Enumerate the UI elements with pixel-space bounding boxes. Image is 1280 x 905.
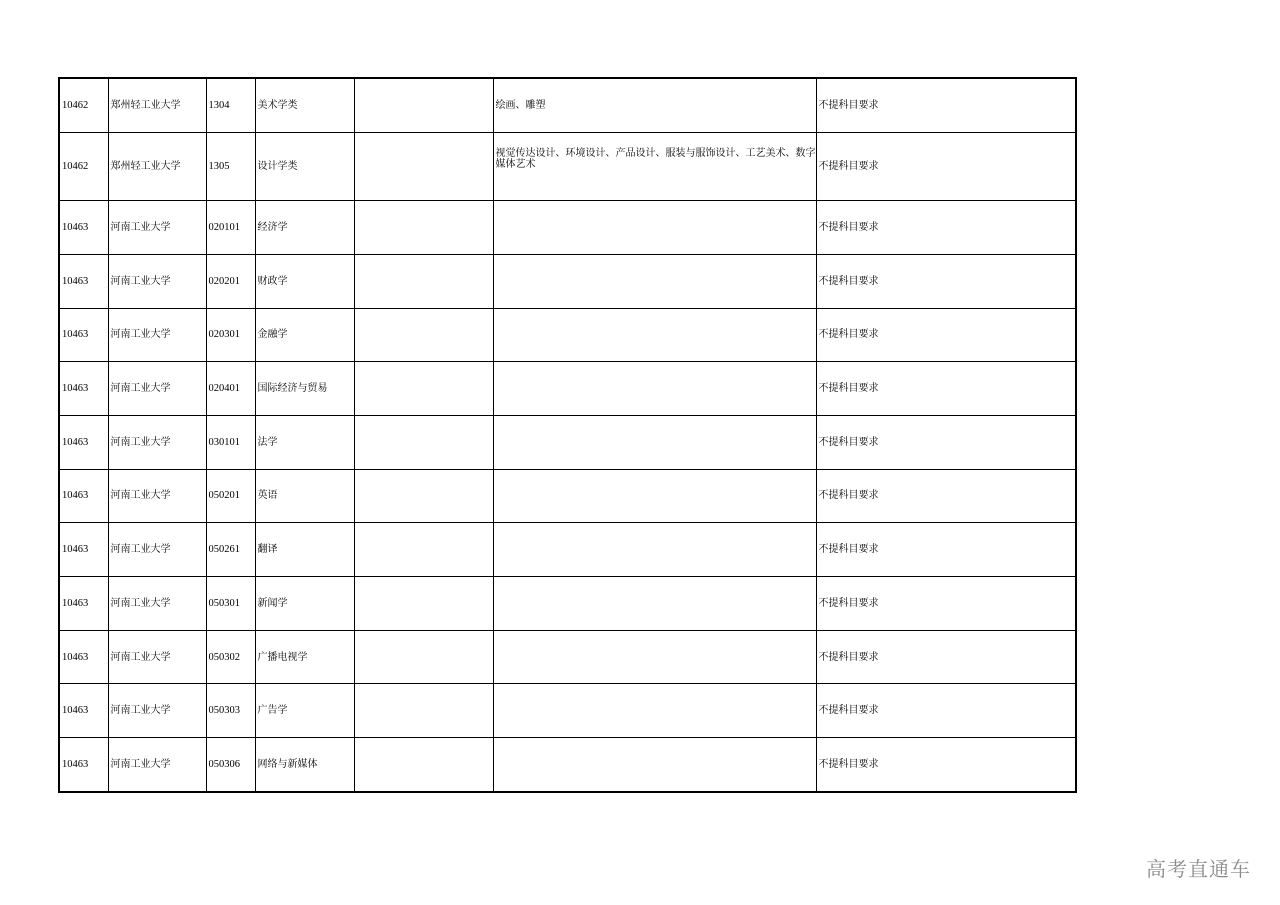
- note-cell: [354, 308, 493, 362]
- major-code-cell: 050303: [206, 684, 255, 738]
- school-name-cell: 河南工业大学: [108, 738, 206, 792]
- subject-requirement-cell: 不提科目要求: [816, 738, 1076, 792]
- major-code-cell: 020101: [206, 201, 255, 255]
- note-cell: [354, 523, 493, 577]
- note-cell: [354, 738, 493, 792]
- major-code-cell: 030101: [206, 415, 255, 469]
- subject-requirement-cell: 不提科目要求: [816, 684, 1076, 738]
- note-cell: [354, 684, 493, 738]
- note-cell: [354, 577, 493, 631]
- table-row: [59, 577, 1076, 631]
- major-name-cell: 广播电视学: [255, 630, 354, 684]
- major-code-cell: 050302: [206, 630, 255, 684]
- included-majors-cell: [493, 630, 816, 684]
- subject-requirement-cell: 不提科目要求: [816, 201, 1076, 255]
- table-row: [59, 630, 1076, 684]
- school-code-cell: 10463: [59, 415, 108, 469]
- subject-requirement-cell: 不提科目要求: [816, 523, 1076, 577]
- subject-requirement-cell: 不提科目要求: [816, 78, 1076, 132]
- table-row: [59, 738, 1076, 792]
- subject-requirement-cell: 不提科目要求: [816, 630, 1076, 684]
- school-code-cell: 10462: [59, 132, 108, 201]
- note-cell: [354, 254, 493, 308]
- major-code-cell: 050306: [206, 738, 255, 792]
- table-row: [59, 415, 1076, 469]
- school-code-cell: 10463: [59, 201, 108, 255]
- included-majors-cell: [493, 523, 816, 577]
- school-code-cell: 10463: [59, 738, 108, 792]
- major-name-cell: 财政学: [255, 254, 354, 308]
- school-name-cell: 河南工业大学: [108, 523, 206, 577]
- included-majors-cell: [493, 577, 816, 631]
- major-name-cell: 设计学类: [255, 132, 354, 201]
- school-name-cell: 郑州轻工业大学: [108, 132, 206, 201]
- included-majors-cell: 绘画、雕塑: [493, 78, 816, 132]
- school-name-cell: 河南工业大学: [108, 362, 206, 416]
- school-name-cell: 河南工业大学: [108, 577, 206, 631]
- requirements-table: [58, 77, 1077, 793]
- major-name-cell: 英语: [255, 469, 354, 523]
- included-majors-cell: [493, 738, 816, 792]
- included-majors-cell: [493, 684, 816, 738]
- watermark: 高考直通车: [1146, 857, 1251, 881]
- major-code-cell: 020401: [206, 362, 255, 416]
- major-code-cell: 1305: [206, 132, 255, 201]
- school-code-cell: 10462: [59, 78, 108, 132]
- note-cell: [354, 201, 493, 255]
- school-name-cell: 河南工业大学: [108, 308, 206, 362]
- major-code-cell: 050201: [206, 469, 255, 523]
- major-name-cell: 广告学: [255, 684, 354, 738]
- included-majors-cell: [493, 254, 816, 308]
- note-cell: [354, 78, 493, 132]
- note-cell: [354, 630, 493, 684]
- major-name-cell: 新闻学: [255, 577, 354, 631]
- school-name-cell: 河南工业大学: [108, 684, 206, 738]
- table-row: [59, 78, 1076, 132]
- table-row: [59, 308, 1076, 362]
- school-code-cell: 10463: [59, 523, 108, 577]
- table-row: [59, 523, 1076, 577]
- school-code-cell: 10463: [59, 684, 108, 738]
- school-code-cell: 10463: [59, 469, 108, 523]
- included-majors-cell: [493, 469, 816, 523]
- table-row: [59, 362, 1076, 416]
- school-name-cell: 河南工业大学: [108, 254, 206, 308]
- note-cell: [354, 132, 493, 201]
- major-name-cell: 网络与新媒体: [255, 738, 354, 792]
- major-name-cell: 翻译: [255, 523, 354, 577]
- school-code-cell: 10463: [59, 630, 108, 684]
- subject-requirement-cell: 不提科目要求: [816, 415, 1076, 469]
- major-code-cell: 050301: [206, 577, 255, 631]
- included-majors-cell: [493, 308, 816, 362]
- school-name-cell: 郑州轻工业大学: [108, 78, 206, 132]
- table-row: [59, 254, 1076, 308]
- table-row: [59, 132, 1076, 201]
- subject-requirement-cell: 不提科目要求: [816, 132, 1076, 201]
- major-name-cell: 美术学类: [255, 78, 354, 132]
- school-name-cell: 河南工业大学: [108, 469, 206, 523]
- included-majors-cell: 视觉传达设计、环境设计、产品设计、服装与服饰设计、工艺美术、数字媒体艺术: [493, 132, 816, 201]
- school-name-cell: 河南工业大学: [108, 201, 206, 255]
- note-cell: [354, 469, 493, 523]
- major-name-cell: 国际经济与贸易: [255, 362, 354, 416]
- major-code-cell: 1304: [206, 78, 255, 132]
- subject-requirement-cell: 不提科目要求: [816, 577, 1076, 631]
- school-name-cell: 河南工业大学: [108, 415, 206, 469]
- included-majors-cell: [493, 362, 816, 416]
- subject-requirement-cell: 不提科目要求: [816, 469, 1076, 523]
- included-majors-cell: [493, 415, 816, 469]
- major-name-cell: 经济学: [255, 201, 354, 255]
- included-majors-cell: [493, 201, 816, 255]
- table-row: [59, 201, 1076, 255]
- table-row: [59, 469, 1076, 523]
- major-name-cell: 法学: [255, 415, 354, 469]
- school-code-cell: 10463: [59, 308, 108, 362]
- school-code-cell: 10463: [59, 254, 108, 308]
- school-code-cell: 10463: [59, 362, 108, 416]
- table-body: [59, 78, 1076, 792]
- major-code-cell: 020201: [206, 254, 255, 308]
- school-code-cell: 10463: [59, 577, 108, 631]
- table-row: [59, 684, 1076, 738]
- subject-requirement-cell: 不提科目要求: [816, 308, 1076, 362]
- major-code-cell: 020301: [206, 308, 255, 362]
- subject-requirement-cell: 不提科目要求: [816, 254, 1076, 308]
- major-code-cell: 050261: [206, 523, 255, 577]
- school-name-cell: 河南工业大学: [108, 630, 206, 684]
- subject-requirement-cell: 不提科目要求: [816, 362, 1076, 416]
- note-cell: [354, 415, 493, 469]
- major-name-cell: 金融学: [255, 308, 354, 362]
- note-cell: [354, 362, 493, 416]
